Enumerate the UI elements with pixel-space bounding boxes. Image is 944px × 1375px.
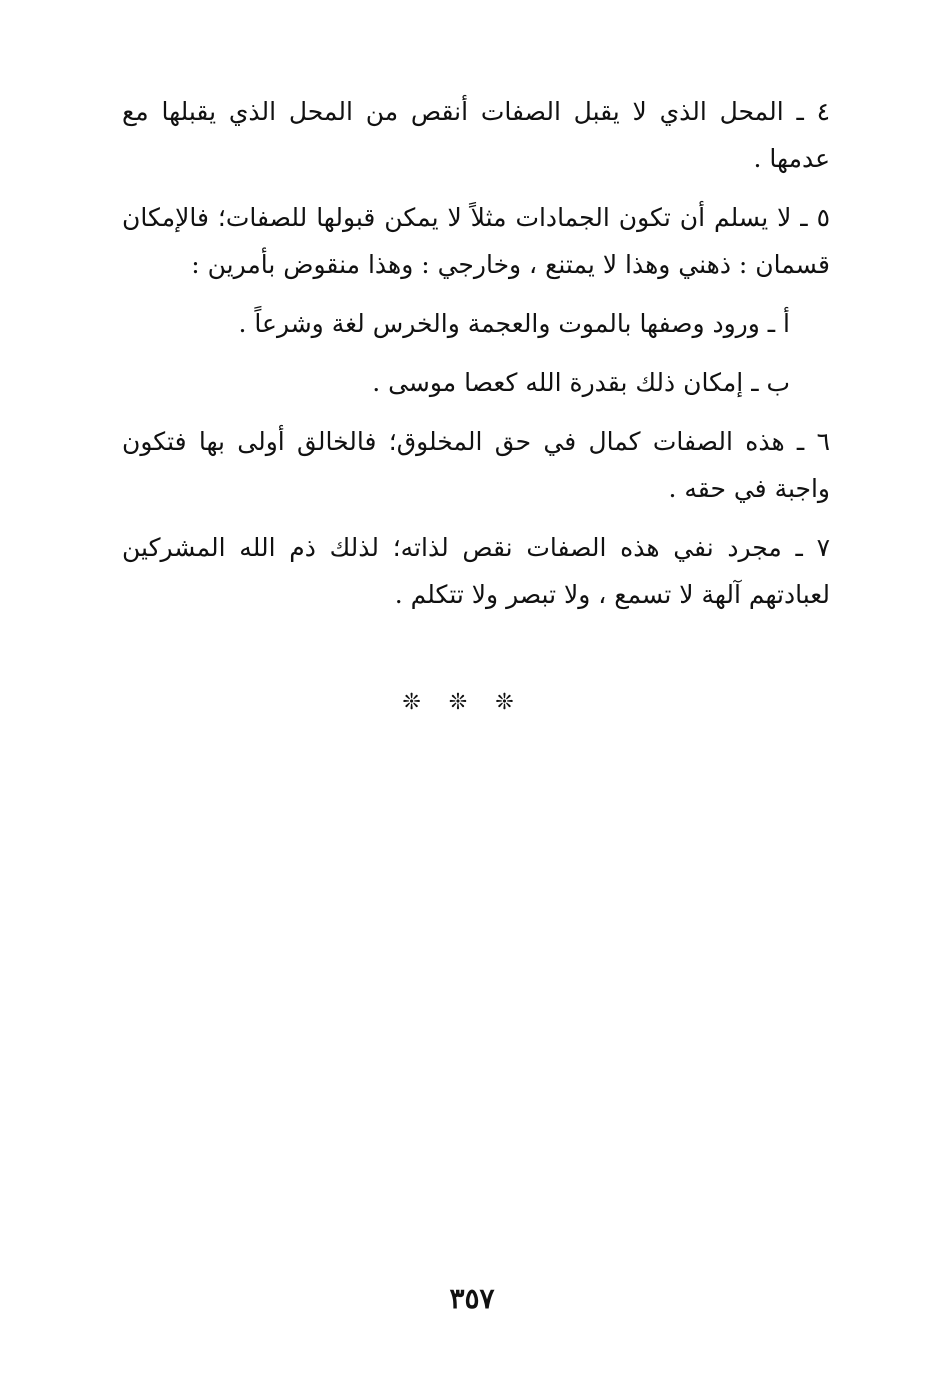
asterism-icon: ❊ <box>448 690 496 715</box>
page-number: ٣٥٧ <box>449 1282 495 1315</box>
paragraph-point-5: ٥ ـ لا يسلم أن تكون الجمادات مثلاً لا يمكن قبولها للصفات؛ فالإمكان قسمان : ذهني وهذا لا يمتنع ، وخارجي : وهذا منقوض بأمرين : <box>122 203 830 279</box>
asterism-icon: ❊ <box>402 690 449 715</box>
paragraph-point-4: ٤ ـ المحل الذي لا يقبل الصفات أنقص من المحل الذي يقبلها مع عدمها . <box>122 97 830 173</box>
asterism-icon: ❊ <box>495 690 542 715</box>
paragraph-point-5b: ب ـ إمكان ذلك بقدرة الله كعصا موسى . <box>372 368 790 397</box>
paragraph-point-5a: أ ـ ورود وصفها بالموت والعجمة والخرس لغة وشرعاً . <box>238 309 790 338</box>
main-text <box>122 88 830 630</box>
paragraph-point-6: ٦ ـ هذه الصفات كمال في حق المخلوق؛ فالخالق أولى بها فتكون واجبة في حقه . <box>122 427 830 503</box>
section-separator <box>0 690 944 715</box>
paragraph-point-7: ٧ ـ مجرد نفي هذه الصفات نقص لذاته؛ لذلك ذم الله المشركين لعبادتهم آلهة لا تسمع ، ولا تبصر ولا تتكلم . <box>122 533 830 609</box>
